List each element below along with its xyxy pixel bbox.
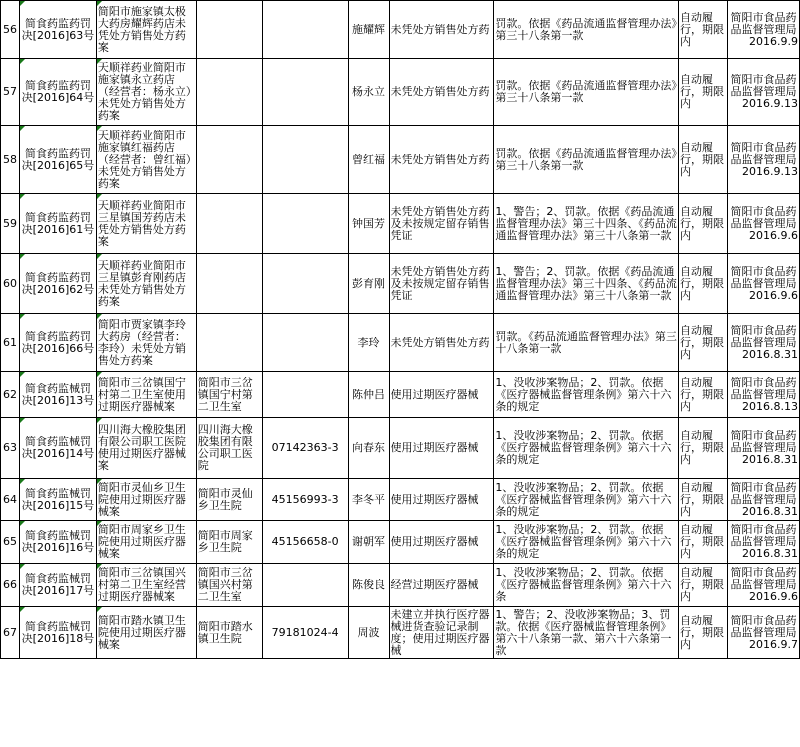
authority-name: 简阳市食品药品监督管理局 <box>730 141 797 166</box>
table-row <box>1 564 800 607</box>
cell-case-name-text: 天顺祥药业简阳市施家镇红福药店（经营者：曾红福）未凭处方销售处方药案 <box>97 129 192 190</box>
authority-name: 简阳市食品药品监督管理局 <box>730 74 797 98</box>
cell-number-text: 59 <box>2 217 17 230</box>
cell-document-number <box>19 254 96 314</box>
cell-case-name <box>96 126 196 194</box>
cell-case-name <box>96 1 196 59</box>
cell-org-code <box>262 418 348 479</box>
cell-unit-name <box>196 564 262 607</box>
decision-date: 2016.9.13 <box>742 97 798 110</box>
decision-date: 2016.9.6 <box>749 288 798 302</box>
table-row <box>1 194 800 254</box>
cell-responsible-person-text: 李玲 <box>357 336 380 349</box>
cell-document-number <box>19 59 96 126</box>
cell-number-text: 60 <box>2 277 17 290</box>
cell-unit-name-text: 四川海大橡胶集团有限公司职工医院 <box>197 424 253 472</box>
cell-unit-name <box>196 607 262 659</box>
cell-number-text: 61 <box>2 336 17 349</box>
cell-penalty-basis <box>494 314 679 372</box>
cell-case-name-text: 简阳市三岔镇国宁村第二卫生室使用过期医疗器械案 <box>97 376 186 413</box>
cell-responsible-person-text: 李冬平 <box>352 493 386 506</box>
cell-number <box>1 372 20 418</box>
cell-document-number-text: 简食药监械罚决[2016]16号 <box>21 530 95 554</box>
cell-org-code <box>262 607 348 659</box>
cell-violation-text: 使用过期医疗器械 <box>390 536 479 548</box>
cell-fulfilment <box>679 479 728 521</box>
cell-document-number-text: 简食药监械罚决[2016]18号 <box>21 620 95 645</box>
cell-violation <box>389 314 494 372</box>
cell-penalty-basis <box>494 479 679 521</box>
cell-number <box>1 1 20 59</box>
cell-authority-date <box>727 418 799 479</box>
cell-violation-text: 经营过期医疗器械 <box>390 579 479 591</box>
cell-unit-name <box>196 479 262 521</box>
cell-document-number-text: 简食药监械罚决[2016]14号 <box>21 436 95 460</box>
cell-responsible-person-text: 陈俊良 <box>352 579 386 591</box>
table-row <box>1 418 800 479</box>
cell-authority-date <box>727 1 799 59</box>
cell-violation <box>389 59 494 126</box>
decision-date: 2016.9.13 <box>742 164 798 178</box>
cell-violation-text: 未凭处方销售处方药及未按规定留存销售凭证 <box>390 265 490 302</box>
cell-violation <box>389 194 494 254</box>
decision-date: 2016.8.31 <box>742 453 798 466</box>
cell-penalty-basis-text: 罚款。依据《药品流通监督管理办法》第三十八条第一款 <box>495 147 677 172</box>
decision-date: 2016.8.31 <box>742 504 798 518</box>
cell-violation <box>389 1 494 59</box>
cell-number <box>1 254 20 314</box>
cell-authority-date <box>727 59 799 126</box>
cell-penalty-basis <box>494 607 679 659</box>
cell-violation-text: 未凭处方销售处方药 <box>390 86 490 98</box>
cell-case-name <box>96 59 196 126</box>
cell-case-name-text: 简阳市三岔镇国兴村第二卫生室经营过期医疗器械案 <box>97 567 186 603</box>
cell-org-code <box>262 194 348 254</box>
cell-document-number-text: 简食药监械罚决[2016]17号 <box>21 573 95 597</box>
table-row <box>1 59 800 126</box>
cell-penalty-basis <box>494 194 679 254</box>
cell-authority-date <box>727 372 799 418</box>
cell-number <box>1 521 20 564</box>
cell-penalty-basis <box>494 564 679 607</box>
cell-unit-name <box>196 372 262 418</box>
next-row-peek <box>0 737 800 747</box>
cell-unit-name-text: 简阳市踏水镇卫生院 <box>197 620 253 645</box>
cell-case-name-text: 天顺祥药业简阳市施家镇永立药店（经营者：杨永立）未凭处方销售处方药案 <box>97 62 192 122</box>
cell-document-number <box>19 372 96 418</box>
cell-penalty-basis-text: 1、没收涉案物品；2、罚款。依据《医疗器械监督管理条例》第六十六条 <box>495 567 672 603</box>
cell-authority-date <box>727 564 799 607</box>
cell-fulfilment-text: 自动履行，期限内 <box>680 141 724 178</box>
cell-penalty-basis-text: 1、没收涉案物品；2、罚款。依据《医疗器械监督管理条例》第六十六条的规定 <box>495 430 672 466</box>
table-row <box>1 314 800 372</box>
cell-responsible-person <box>348 1 389 59</box>
cell-org-code <box>262 126 348 194</box>
cell-violation <box>389 607 494 659</box>
cell-responsible-person-text: 杨永立 <box>352 86 386 98</box>
cell-violation-text: 未凭处方销售处方药及未按规定留存销售凭证 <box>390 205 490 242</box>
authority-name: 简阳市食品药品监督管理局 <box>730 481 797 506</box>
decision-date: 2016.9.6 <box>749 590 798 603</box>
cell-number-text: 67 <box>2 626 17 639</box>
cell-penalty-basis <box>494 254 679 314</box>
cell-responsible-person-text: 施耀辉 <box>352 23 386 36</box>
cell-case-name-text: 简阳市施家镇太极大药房耀辉药店未凭处方销售处方药案 <box>97 5 186 54</box>
cell-number-text: 62 <box>2 388 17 401</box>
cell-number-text: 58 <box>2 153 17 166</box>
cell-penalty-basis <box>494 126 679 194</box>
cell-case-name-text: 简阳市踏水镇卫生院使用过期医疗器械案 <box>97 614 186 651</box>
cell-responsible-person <box>348 418 389 479</box>
cell-case-name <box>96 479 196 521</box>
cell-number-text: 56 <box>2 23 17 36</box>
decision-date: 2016.8.13 <box>742 399 798 413</box>
cell-document-number-text: 简食药监药罚决[2016]63号 <box>21 17 95 42</box>
cell-document-number <box>19 126 96 194</box>
cell-fulfilment <box>679 418 728 479</box>
cell-responsible-person <box>348 564 389 607</box>
cell-document-number-text: 简食药监械罚决[2016]13号 <box>21 382 95 407</box>
cell-authority-date <box>727 194 799 254</box>
cell-authority-date <box>727 254 799 314</box>
cell-org-code <box>262 254 348 314</box>
cell-case-name <box>96 521 196 564</box>
cell-document-number-text: 简食药监械罚决[2016]15号 <box>21 487 95 512</box>
cell-unit-name-text: 简阳市三岔镇国兴村第二卫生室 <box>197 567 253 603</box>
cell-penalty-basis-text: 1、警告；2、没收涉案物品；3、罚款。依据《医疗器械监督管理条例》第六十八条第一款、第六十六条第一款 <box>495 608 672 657</box>
cell-org-code-text: 45156658-0 <box>271 536 339 548</box>
cell-responsible-person <box>348 479 389 521</box>
cell-violation <box>389 372 494 418</box>
cell-document-number <box>19 194 96 254</box>
authority-name: 简阳市食品药品监督管理局 <box>730 614 797 639</box>
cell-penalty-basis-text: 罚款。《药品流通监督管理办法》第三十八条第一款 <box>495 330 677 355</box>
cell-unit-name <box>196 521 262 564</box>
cell-violation-text: 使用过期医疗器械 <box>390 388 479 401</box>
decision-date: 2016.9.9 <box>749 34 798 48</box>
cell-responsible-person <box>348 126 389 194</box>
cell-document-number <box>19 418 96 479</box>
cell-unit-name <box>196 418 262 479</box>
cell-org-code-text: 45156993-3 <box>271 493 339 506</box>
cell-number <box>1 607 20 659</box>
cell-authority-date <box>727 479 799 521</box>
cell-document-number <box>19 479 96 521</box>
cell-org-code <box>262 1 348 59</box>
cell-authority-date <box>727 126 799 194</box>
cell-fulfilment <box>679 194 728 254</box>
cell-penalty-basis-text: 罚款。依据《药品流通监督管理办法》第三十八条第一款 <box>495 17 677 42</box>
cell-org-code <box>262 59 348 126</box>
cell-violation <box>389 564 494 607</box>
cell-penalty-basis-text: 1、警告；2、罚款。依据《药品流通监督管理办法》第三十四条、《药品流通监督管理办法》第三十八条第一款 <box>495 265 677 302</box>
cell-case-name <box>96 607 196 659</box>
cell-authority-date <box>727 314 799 372</box>
cell-case-name <box>96 314 196 372</box>
cell-fulfilment <box>679 314 728 372</box>
authority-name: 简阳市食品药品监督管理局 <box>730 11 797 36</box>
cell-org-code-text: 07142363-3 <box>271 442 339 454</box>
decision-date: 2016.9.6 <box>749 228 798 242</box>
cell-penalty-basis <box>494 372 679 418</box>
cell-number <box>1 418 20 479</box>
cell-penalty-basis-text: 1、没收涉案物品；2、罚款。依据《医疗器械监督管理条例》第六十六条的规定 <box>495 481 672 518</box>
cell-number-text: 66 <box>2 579 17 591</box>
cell-document-number-text: 简食药监药罚决[2016]64号 <box>21 80 95 104</box>
cell-unit-name <box>196 126 262 194</box>
cell-case-name-text: 天顺祥药业简阳市三星镇彭育刚药店未凭处方销售处方药案 <box>97 259 186 308</box>
cell-case-name-text: 简阳市贾家镇李玲大药房（经营者：李玲）未凭处方销售处方药案 <box>97 318 186 367</box>
cell-case-name <box>96 194 196 254</box>
cell-number-text: 65 <box>2 536 17 548</box>
table-row <box>1 1 800 59</box>
authority-name: 简阳市食品药品监督管理局 <box>730 524 797 548</box>
cell-violation-text: 未凭处方销售处方药 <box>390 336 490 349</box>
cell-case-name-text: 四川海大橡胶集团有限公司职工医院使用过期医疗器械案 <box>97 424 186 472</box>
cell-document-number <box>19 607 96 659</box>
cell-penalty-basis <box>494 521 679 564</box>
cell-case-name <box>96 564 196 607</box>
cell-number <box>1 194 20 254</box>
cell-responsible-person <box>348 59 389 126</box>
cell-violation <box>389 418 494 479</box>
authority-name: 简阳市食品药品监督管理局 <box>730 567 797 591</box>
cell-document-number <box>19 314 96 372</box>
cell-org-code <box>262 372 348 418</box>
cell-case-name <box>96 372 196 418</box>
cell-fulfilment <box>679 521 728 564</box>
cell-fulfilment <box>679 254 728 314</box>
cell-violation-text: 使用过期医疗器械 <box>390 442 479 454</box>
cell-violation <box>389 254 494 314</box>
cell-fulfilment-text: 自动履行，期限内 <box>680 567 724 603</box>
table-row <box>1 254 800 314</box>
cell-fulfilment-text: 自动履行，期限内 <box>680 205 724 242</box>
cell-unit-name-text: 简阳市周家乡卫生院 <box>197 530 253 554</box>
cell-responsible-person <box>348 372 389 418</box>
table-row <box>1 521 800 564</box>
cell-responsible-person-text: 周波 <box>357 626 380 639</box>
cell-fulfilment-text: 自动履行，期限内 <box>680 524 724 560</box>
cell-violation-text: 使用过期医疗器械 <box>390 493 479 506</box>
cell-responsible-person <box>348 194 389 254</box>
cell-violation-text: 未凭处方销售处方药 <box>390 23 490 36</box>
cell-responsible-person-text: 钟国芳 <box>352 217 386 230</box>
cell-document-number <box>19 521 96 564</box>
cell-number <box>1 59 20 126</box>
cell-org-code <box>262 521 348 564</box>
cell-org-code <box>262 564 348 607</box>
cell-violation-text: 未凭处方销售处方药 <box>390 153 490 166</box>
cell-case-name-text: 简阳市周家乡卫生院使用过期医疗器械案 <box>97 524 186 560</box>
cell-case-name-text: 简阳市灵仙乡卫生院使用过期医疗器械案 <box>97 481 186 518</box>
cell-fulfilment-text: 自动履行，期限内 <box>680 376 724 413</box>
cell-fulfilment-text: 自动履行，期限内 <box>680 614 724 651</box>
cell-case-name <box>96 254 196 314</box>
cell-case-name <box>96 418 196 479</box>
table-row <box>1 126 800 194</box>
cell-document-number <box>19 1 96 59</box>
cell-penalty-basis <box>494 59 679 126</box>
authority-name: 简阳市食品药品监督管理局 <box>730 205 797 230</box>
cell-responsible-person-text: 陈仲吕 <box>352 388 386 401</box>
cell-responsible-person-text: 向春东 <box>352 442 386 454</box>
table-row <box>1 479 800 521</box>
cell-violation <box>389 479 494 521</box>
cell-number-text: 63 <box>2 442 17 454</box>
cell-org-code-text: 79181024-4 <box>271 626 339 639</box>
decision-date: 2016.8.31 <box>742 347 798 361</box>
cell-fulfilment-text: 自动履行，期限内 <box>680 74 724 110</box>
authority-name: 简阳市食品药品监督管理局 <box>730 265 797 290</box>
cell-authority-date <box>727 607 799 659</box>
cell-document-number <box>19 564 96 607</box>
cell-authority-date <box>727 521 799 564</box>
cell-fulfilment-text: 自动履行，期限内 <box>680 11 724 48</box>
cell-penalty-basis <box>494 418 679 479</box>
cell-unit-name <box>196 59 262 126</box>
cell-responsible-person <box>348 254 389 314</box>
cell-number-text: 64 <box>2 493 17 506</box>
cell-number <box>1 479 20 521</box>
cell-fulfilment <box>679 564 728 607</box>
cell-violation <box>389 521 494 564</box>
cell-case-name-text: 天顺祥药业简阳市三星镇国芳药店未凭处方销售处方药案 <box>97 199 186 248</box>
cell-document-number-text: 简食药监药罚决[2016]61号 <box>21 211 95 236</box>
cell-responsible-person-text: 彭育刚 <box>352 277 386 290</box>
cell-number <box>1 564 20 607</box>
cell-responsible-person-text: 谢朝军 <box>352 536 386 548</box>
cell-responsible-person <box>348 521 389 564</box>
cell-penalty-basis-text: 1、没收涉案物品；2、罚款。依据《医疗器械监督管理条例》第六十六条的规定 <box>495 376 672 413</box>
cell-fulfilment-text: 自动履行，期限内 <box>680 481 724 518</box>
cell-responsible-person <box>348 607 389 659</box>
cell-org-code <box>262 479 348 521</box>
cell-unit-name <box>196 1 262 59</box>
cell-org-code <box>262 314 348 372</box>
cell-unit-name-text: 简阳市三岔镇国宁村第二卫生室 <box>197 376 253 413</box>
authority-name: 简阳市食品药品监督管理局 <box>730 430 797 454</box>
cell-fulfilment-text: 自动履行，期限内 <box>680 265 724 302</box>
cell-number-text: 57 <box>2 86 17 98</box>
table-row <box>1 372 800 418</box>
cell-fulfilment <box>679 1 728 59</box>
cell-fulfilment <box>679 372 728 418</box>
cell-fulfilment <box>679 607 728 659</box>
decision-date: 2016.9.7 <box>749 637 798 651</box>
cell-penalty-basis-text: 罚款。依据《药品流通监督管理办法》第三十八条第一款 <box>495 80 677 104</box>
cell-responsible-person <box>348 314 389 372</box>
cell-fulfilment-text: 自动履行，期限内 <box>680 324 724 361</box>
decision-date: 2016.8.31 <box>742 547 798 560</box>
cell-violation-text: 未建立并执行医疗器械进货查验记录制度；使用过期医疗器械 <box>390 608 490 657</box>
cell-unit-name <box>196 314 262 372</box>
cell-responsible-person-text: 曾红福 <box>352 153 386 166</box>
table-body <box>1 1 800 659</box>
cell-document-number-text: 简食药监药罚决[2016]62号 <box>21 271 95 296</box>
cell-unit-name-text: 简阳市灵仙乡卫生院 <box>197 487 253 512</box>
cell-unit-name <box>196 194 262 254</box>
table-row <box>1 607 800 659</box>
cell-document-number-text: 简食药监药罚决[2016]65号 <box>21 147 95 172</box>
cell-number <box>1 314 20 372</box>
cell-penalty-basis-text: 1、没收涉案物品；2、罚款。依据《医疗器械监督管理条例》第六十六条的规定 <box>495 524 672 560</box>
cell-document-number-text: 简食药监药罚决[2016]66号 <box>21 330 95 355</box>
authority-name: 简阳市食品药品监督管理局 <box>730 324 797 349</box>
cell-penalty-basis-text: 1、警告；2、罚款。依据《药品流通监督管理办法》第三十四条、《药品流通监督管理办法》第三十八条第一款 <box>495 205 677 242</box>
cell-number <box>1 126 20 194</box>
cell-fulfilment <box>679 126 728 194</box>
cell-penalty-basis <box>494 1 679 59</box>
cell-violation <box>389 126 494 194</box>
cell-fulfilment-text: 自动履行，期限内 <box>680 430 724 466</box>
authority-name: 简阳市食品药品监督管理局 <box>730 376 797 401</box>
cell-unit-name <box>196 254 262 314</box>
cell-fulfilment <box>679 59 728 126</box>
